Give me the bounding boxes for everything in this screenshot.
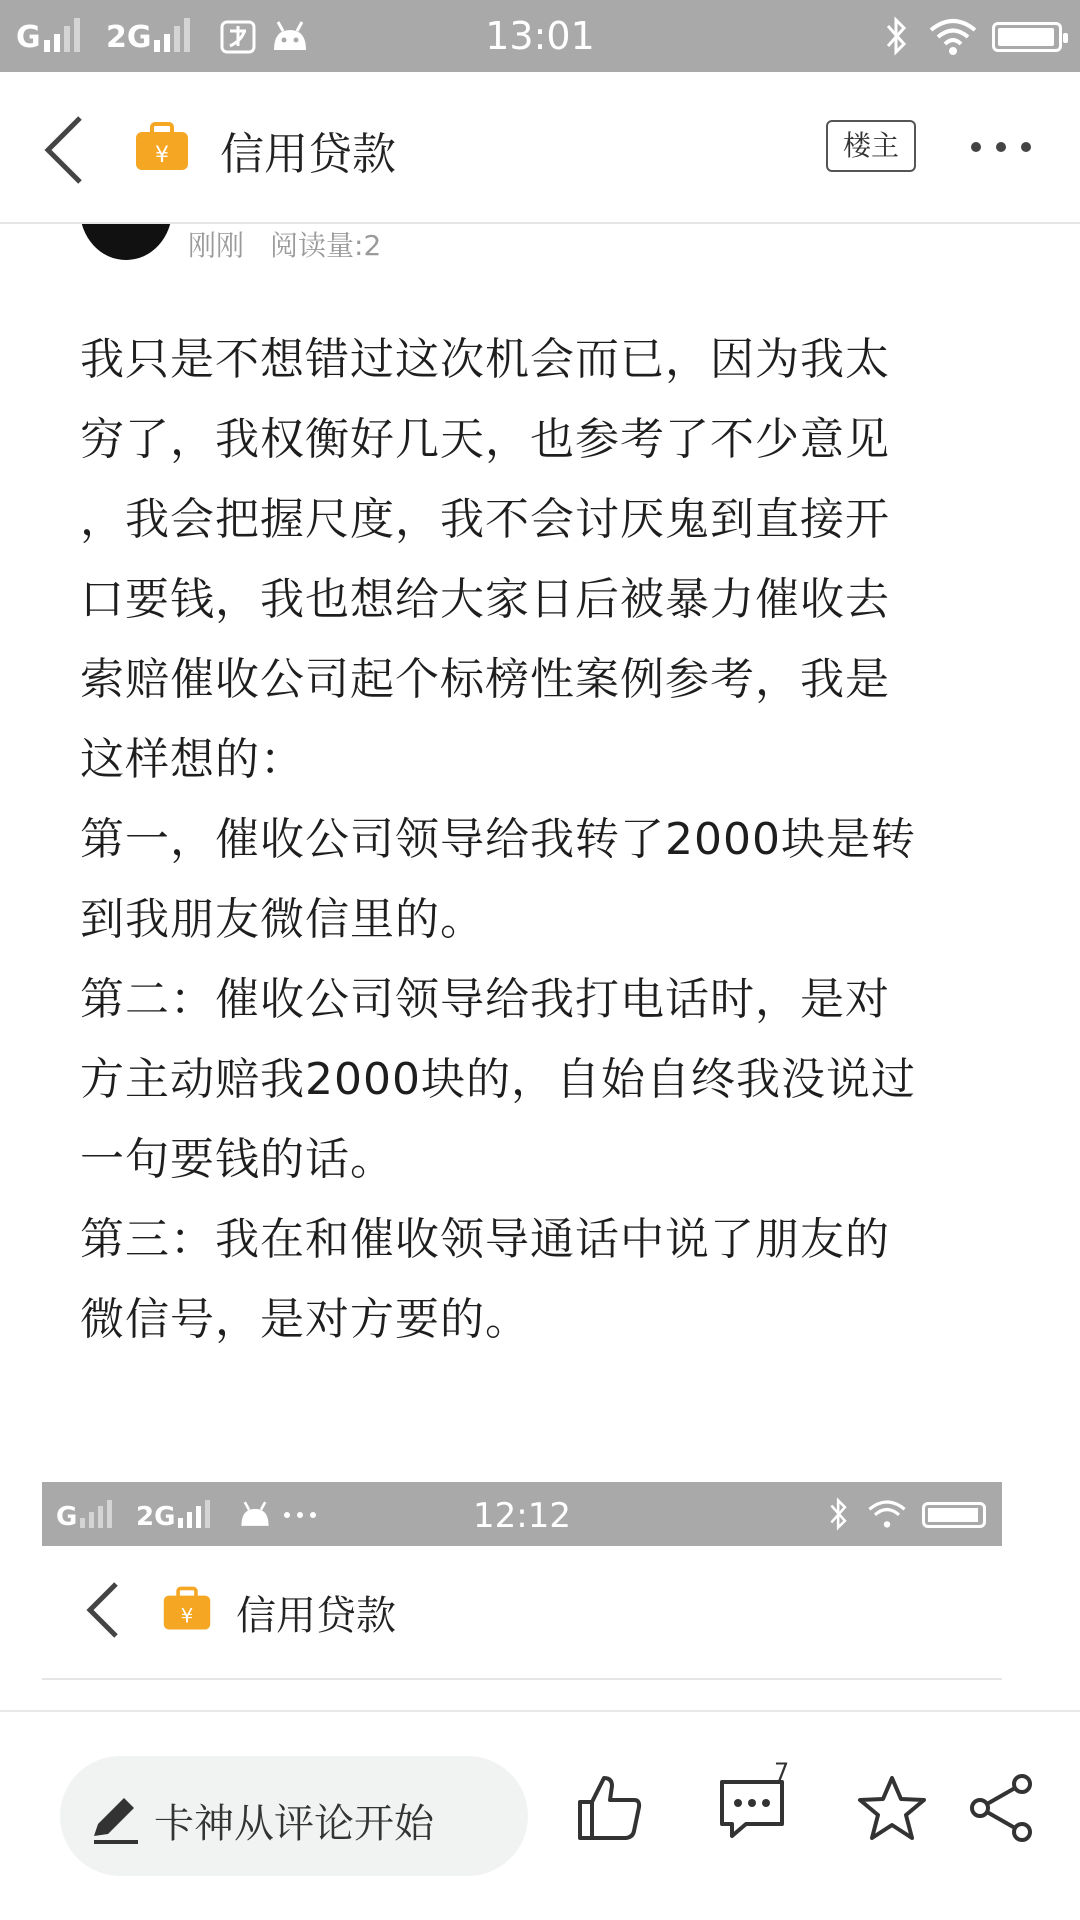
post-paragraph: 我只是不想错过这次机会而已，因为我太 穷了，我权衡好几天，也参考了不少意见 ，我会把握尺度，我不会讨厌鬼到直接开 口要钱，我也想给大家日后被暴力催收去 索赔催收公司起个标榜性案例参考，我是 这样想的： xyxy=(80,334,890,785)
bluetooth-icon xyxy=(884,16,910,56)
embedded-back-icon xyxy=(80,1578,126,1642)
signal-label-2: 2G xyxy=(106,20,152,55)
comment-count-badge: 7 xyxy=(774,1758,790,1786)
comment-input[interactable] xyxy=(60,1756,528,1876)
embedded-signal-label-1: G xyxy=(56,1502,78,1532)
wifi-icon xyxy=(928,16,978,56)
post-body xyxy=(80,320,980,1384)
status-time: 13:01 xyxy=(485,14,595,58)
back-icon[interactable] xyxy=(36,112,96,188)
embedded-wifi-icon xyxy=(866,1498,908,1530)
app-header xyxy=(0,72,1080,224)
embedded-bluetooth-icon xyxy=(828,1496,850,1532)
wallet-icon xyxy=(134,122,190,172)
like-icon[interactable] xyxy=(574,1772,646,1844)
read-count: 阅读量:2 xyxy=(270,229,382,262)
embedded-title: 信用贷款 xyxy=(236,1593,396,1639)
more-icon[interactable] xyxy=(966,132,1036,162)
svg-text:¥: ¥ xyxy=(155,143,169,168)
embedded-status-time: 12:12 xyxy=(473,1496,571,1536)
status-bar xyxy=(0,0,1080,72)
owner-only-button[interactable]: 楼主 xyxy=(826,120,916,172)
comment-placeholder: 卡神从评论开始 xyxy=(154,1801,434,1847)
post-time: 刚刚 xyxy=(188,229,245,262)
post-meta xyxy=(188,224,381,264)
page-title: 信用贷款 xyxy=(220,129,396,180)
share-icon[interactable] xyxy=(966,1772,1038,1844)
signal-label-1: G xyxy=(16,20,41,55)
post-paragraph: 第一，催收公司领导给我转了2000块是转 到我朋友微信里的。 xyxy=(80,814,916,945)
post-paragraph: 第二：催收公司领导给我打电话时，是对 方主动赔我2000块的，自始自终我没说过 一句要钱的话。 xyxy=(80,974,916,1185)
embedded-battery-icon xyxy=(922,1502,986,1528)
embedded-signal-label-2: 2G xyxy=(136,1502,176,1532)
embedded-status-bar xyxy=(42,1482,1002,1546)
star-icon[interactable] xyxy=(856,1772,928,1844)
pencil-icon xyxy=(88,1792,142,1846)
post-paragraph: 第三：我在和催收领导通话中说了朋友的 微信号，是对方要的。 xyxy=(80,1214,890,1345)
battery-icon xyxy=(992,22,1062,52)
bottom-action-bar xyxy=(0,1710,1080,1920)
embedded-wallet-icon xyxy=(162,1586,212,1632)
embedded-screenshot[interactable] xyxy=(42,1482,1002,1680)
embedded-header xyxy=(42,1546,1002,1680)
svg-text:¥: ¥ xyxy=(180,1604,194,1628)
